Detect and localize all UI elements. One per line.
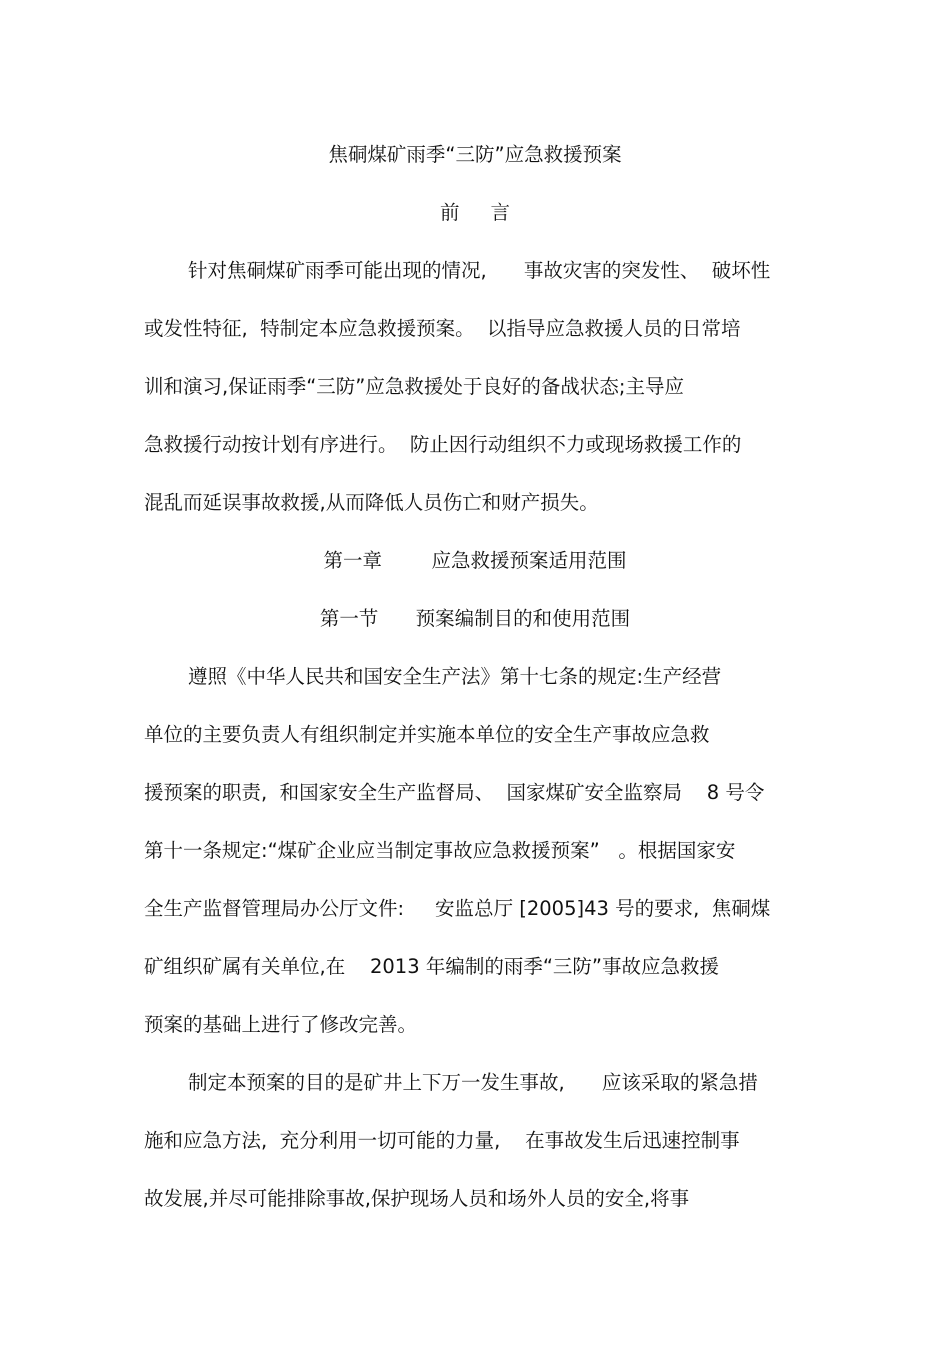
para2-line-1: 遵照《中华人民共和国安全生产法》第十七条的规定:生产经营 <box>188 665 722 688</box>
para3-line-1: 制定本预案的目的是矿井上下万一发生事故, 应该采取的紧急措 <box>188 1071 758 1094</box>
para3-line-2: 施和应急方法, 充分利用一切可能的力量, 在事故发生后迅速控制事 <box>144 1129 740 1152</box>
chapter-heading: 第一章 应急救援预案适用范围 <box>323 549 627 572</box>
para2-line-5: 全生产监督管理局办公厅文件: 安监总厅 [2005]43 号的要求, 焦硐煤 <box>144 897 771 920</box>
para2-line-7: 预案的基础上进行了修改完善。 <box>144 1013 418 1036</box>
para2-line-2: 单位的主要负责人有组织制定并实施本单位的安全生产事故应急救 <box>144 723 710 746</box>
document-title: 焦硐煤矿雨季“三防”应急救援预案 <box>328 143 622 166</box>
section-heading: 第一节 预案编制目的和使用范围 <box>319 607 631 630</box>
preface-line-5: 混乱而延误事故救援,从而降低人员伤亡和财产损失。 <box>144 491 599 514</box>
preface-line-1: 针对焦硐煤矿雨季可能出现的情况, 事故灾害的突发性、 破坏性 <box>188 259 771 282</box>
preface-line-3: 训和演习,保证雨季“三防”应急救援处于良好的备战状态;主导应 <box>144 375 684 398</box>
preface-line-4: 急救援行动按计划有序进行。 防止因行动组织不力或现场救援工作的 <box>144 433 742 456</box>
preface-line-2: 或发性特征, 特制定本应急救援预案。 以指导应急救援人员的日常培 <box>144 317 741 340</box>
preface-heading: 前 言 <box>440 201 510 224</box>
para2-line-3: 援预案的职责, 和国家安全生产监督局、 国家煤矿安全监察局 8 号令 <box>144 781 765 804</box>
para2-line-4: 第十一条规定:“煤矿企业应当制定事故应急救援预案” 。根据国家安 <box>144 839 736 862</box>
para3-line-3: 故发展,并尽可能排除事故,保护现场人员和场外人员的安全,将事 <box>144 1187 690 1210</box>
para2-line-6: 矿组织矿属有关单位,在 2013 年编制的雨季“三防”事故应急救援 <box>144 955 720 978</box>
